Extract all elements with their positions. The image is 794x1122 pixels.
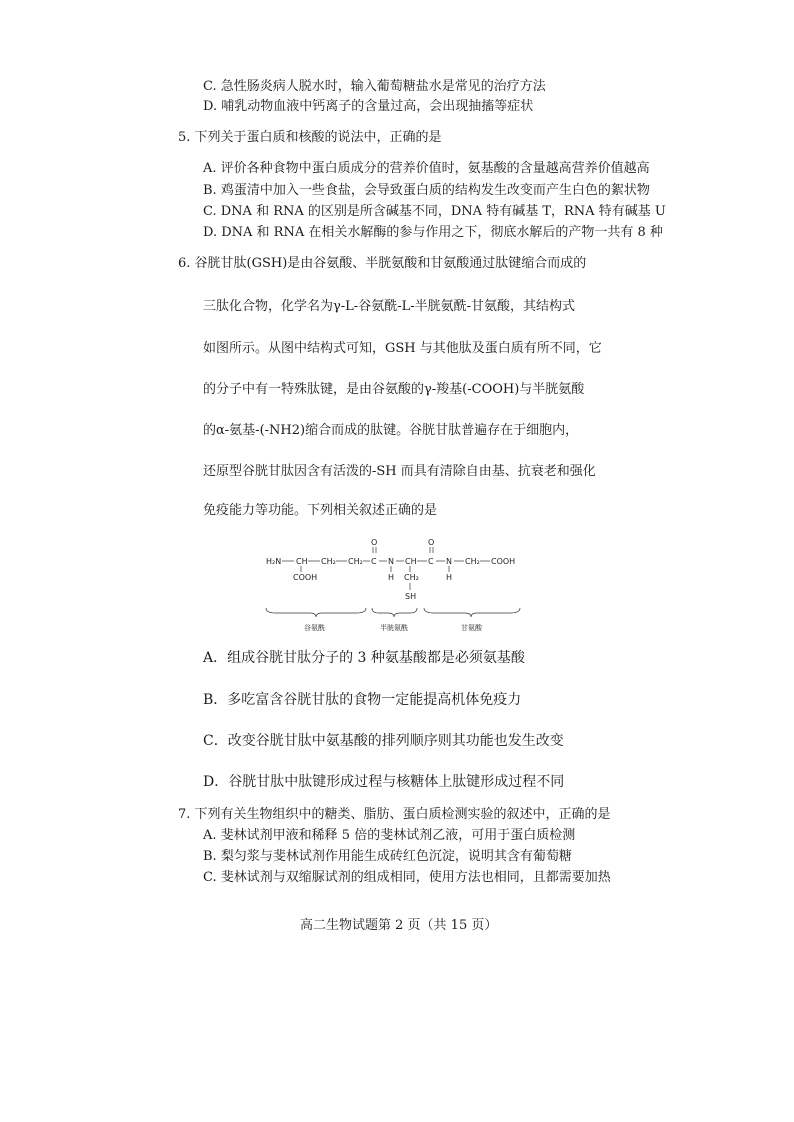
amide-n-1: N [388,557,394,566]
q6-stem-line-4: 的分子中有一特殊肽键，是由谷氨酸的γ-羧基(-COOH)与半胱氨酸 [203,382,585,397]
cys-ch: CH [405,557,417,566]
q7-option-c: C. 斐林试剂与双缩脲试剂的组成相同，使用方法也相同，且都需要加热 [203,870,611,885]
carbonyl-o-2: O [428,538,435,547]
q6-option-c: C．改变谷胱甘肽中氨基酸的排列顺序则其功能也发生改变 [203,733,564,749]
q6-option-a: A．组成谷胱甘肽分子的 3 种氨基酸都是必须氨基酸 [203,650,525,666]
h2n-group: H₂N [266,557,282,566]
amide-n-2: N [446,557,452,566]
ch2-1: CH₂ [321,557,336,566]
q6-stem-line-7: 免疫能力等功能。下列相关叙述正确的是 [203,503,438,518]
amide-h-2: H [446,573,453,582]
brace-glu [266,608,366,617]
label-glycine: 甘氨酸 [461,624,482,632]
q6-option-d: D．谷胱甘肽中肽键形成过程与核糖体上肽键形成过程不同 [203,774,565,790]
q7-stem: 7. 下列有关生物组织中的糖类、脂肪、蛋白质检测实验的叙述中，正确的是 [178,807,611,822]
q5-stem: 5. 下列关于蛋白质和核酸的说法中，正确的是 [178,130,442,145]
ch2-2: CH₂ [348,557,363,566]
q5-option-b: B. 鸡蛋清中加入一些食盐，会导致蛋白质的结构发生改变而产生白色的絮状物 [203,183,650,198]
side-cooh: COOH [293,573,318,582]
page-footer: 高二生物试题第 2 页（共 15 页） [300,918,498,933]
terminal-cooh: COOH [491,557,516,566]
amide-h-1: H [388,573,395,582]
q4-option-d: D. 哺乳动物血液中钙离子的含量过高，会出现抽搐等症状 [203,99,534,114]
carbonyl-c-1: C [371,557,377,566]
q5-option-d: D. DNA 和 RNA 在相关水解酶的参与作用之下，彻底水解后的产物一共有 8 种 [203,225,663,240]
q6-stem-line-3: 如图所示。从图中结构式可知，GSH 与其他肽及蛋白质有所不同，它 [203,341,602,356]
brace-gly [424,608,520,617]
carbonyl-c-2: C [428,557,434,566]
q7-option-b: B. 梨匀浆与斐林试剂作用能生成砖红色沉淀，说明其含有葡萄糖 [203,849,572,864]
q5-option-a: A. 评价各种食物中蛋白质成分的营养价值时，氨基酸的含量越高营养价值越高 [203,161,650,176]
q5-option-c: C. DNA 和 RNA 的区别是所含碱基不同，DNA 特有碱基 T，RNA 特有碱基 U [203,204,666,219]
carbonyl-o-1: O [371,538,378,547]
alpha-ch: CH [296,557,308,566]
side-ch2: CH₂ [404,573,419,582]
thiol-sh: SH [405,592,417,601]
q6-stem-line-1: 6. 谷胱甘肽(GSH)是由谷氨酸、半胱氨酸和甘氨酸通过肽键缩合而成的 [178,256,587,271]
label-cysteinyl: 半胱氨酰 [380,624,408,632]
q6-option-b: B．多吃富含谷胱甘肽的食物一定能提高机体免疫力 [203,692,522,708]
q6-stem-line-5: 的α-氨基-(-NH2)缩合而成的肽键。谷胱甘肽普遍存在于细胞内， [203,423,579,438]
q6-stem-line-2: 三肽化合物，化学名为γ-L-谷氨酰-L-半胱氨酰-甘氨酸，其结构式 [203,299,575,314]
q7-option-a: A. 斐林试剂甲液和稀释 5 倍的斐林试剂乙液，可用于蛋白质检测 [203,828,576,843]
ch2-3: CH₂ [465,557,480,566]
glutathione-structure-diagram [262,534,532,634]
label-glutamyl: 谷氨酰 [304,624,325,632]
q6-stem-line-6: 还原型谷胱甘肽因含有活泼的-SH 而具有清除自由基、抗衰老和强化 [203,464,596,479]
q4-option-c: C. 急性肠炎病人脱水时，输入葡萄糖盐水是常见的治疗方法 [203,79,546,94]
brace-cys [372,608,417,617]
